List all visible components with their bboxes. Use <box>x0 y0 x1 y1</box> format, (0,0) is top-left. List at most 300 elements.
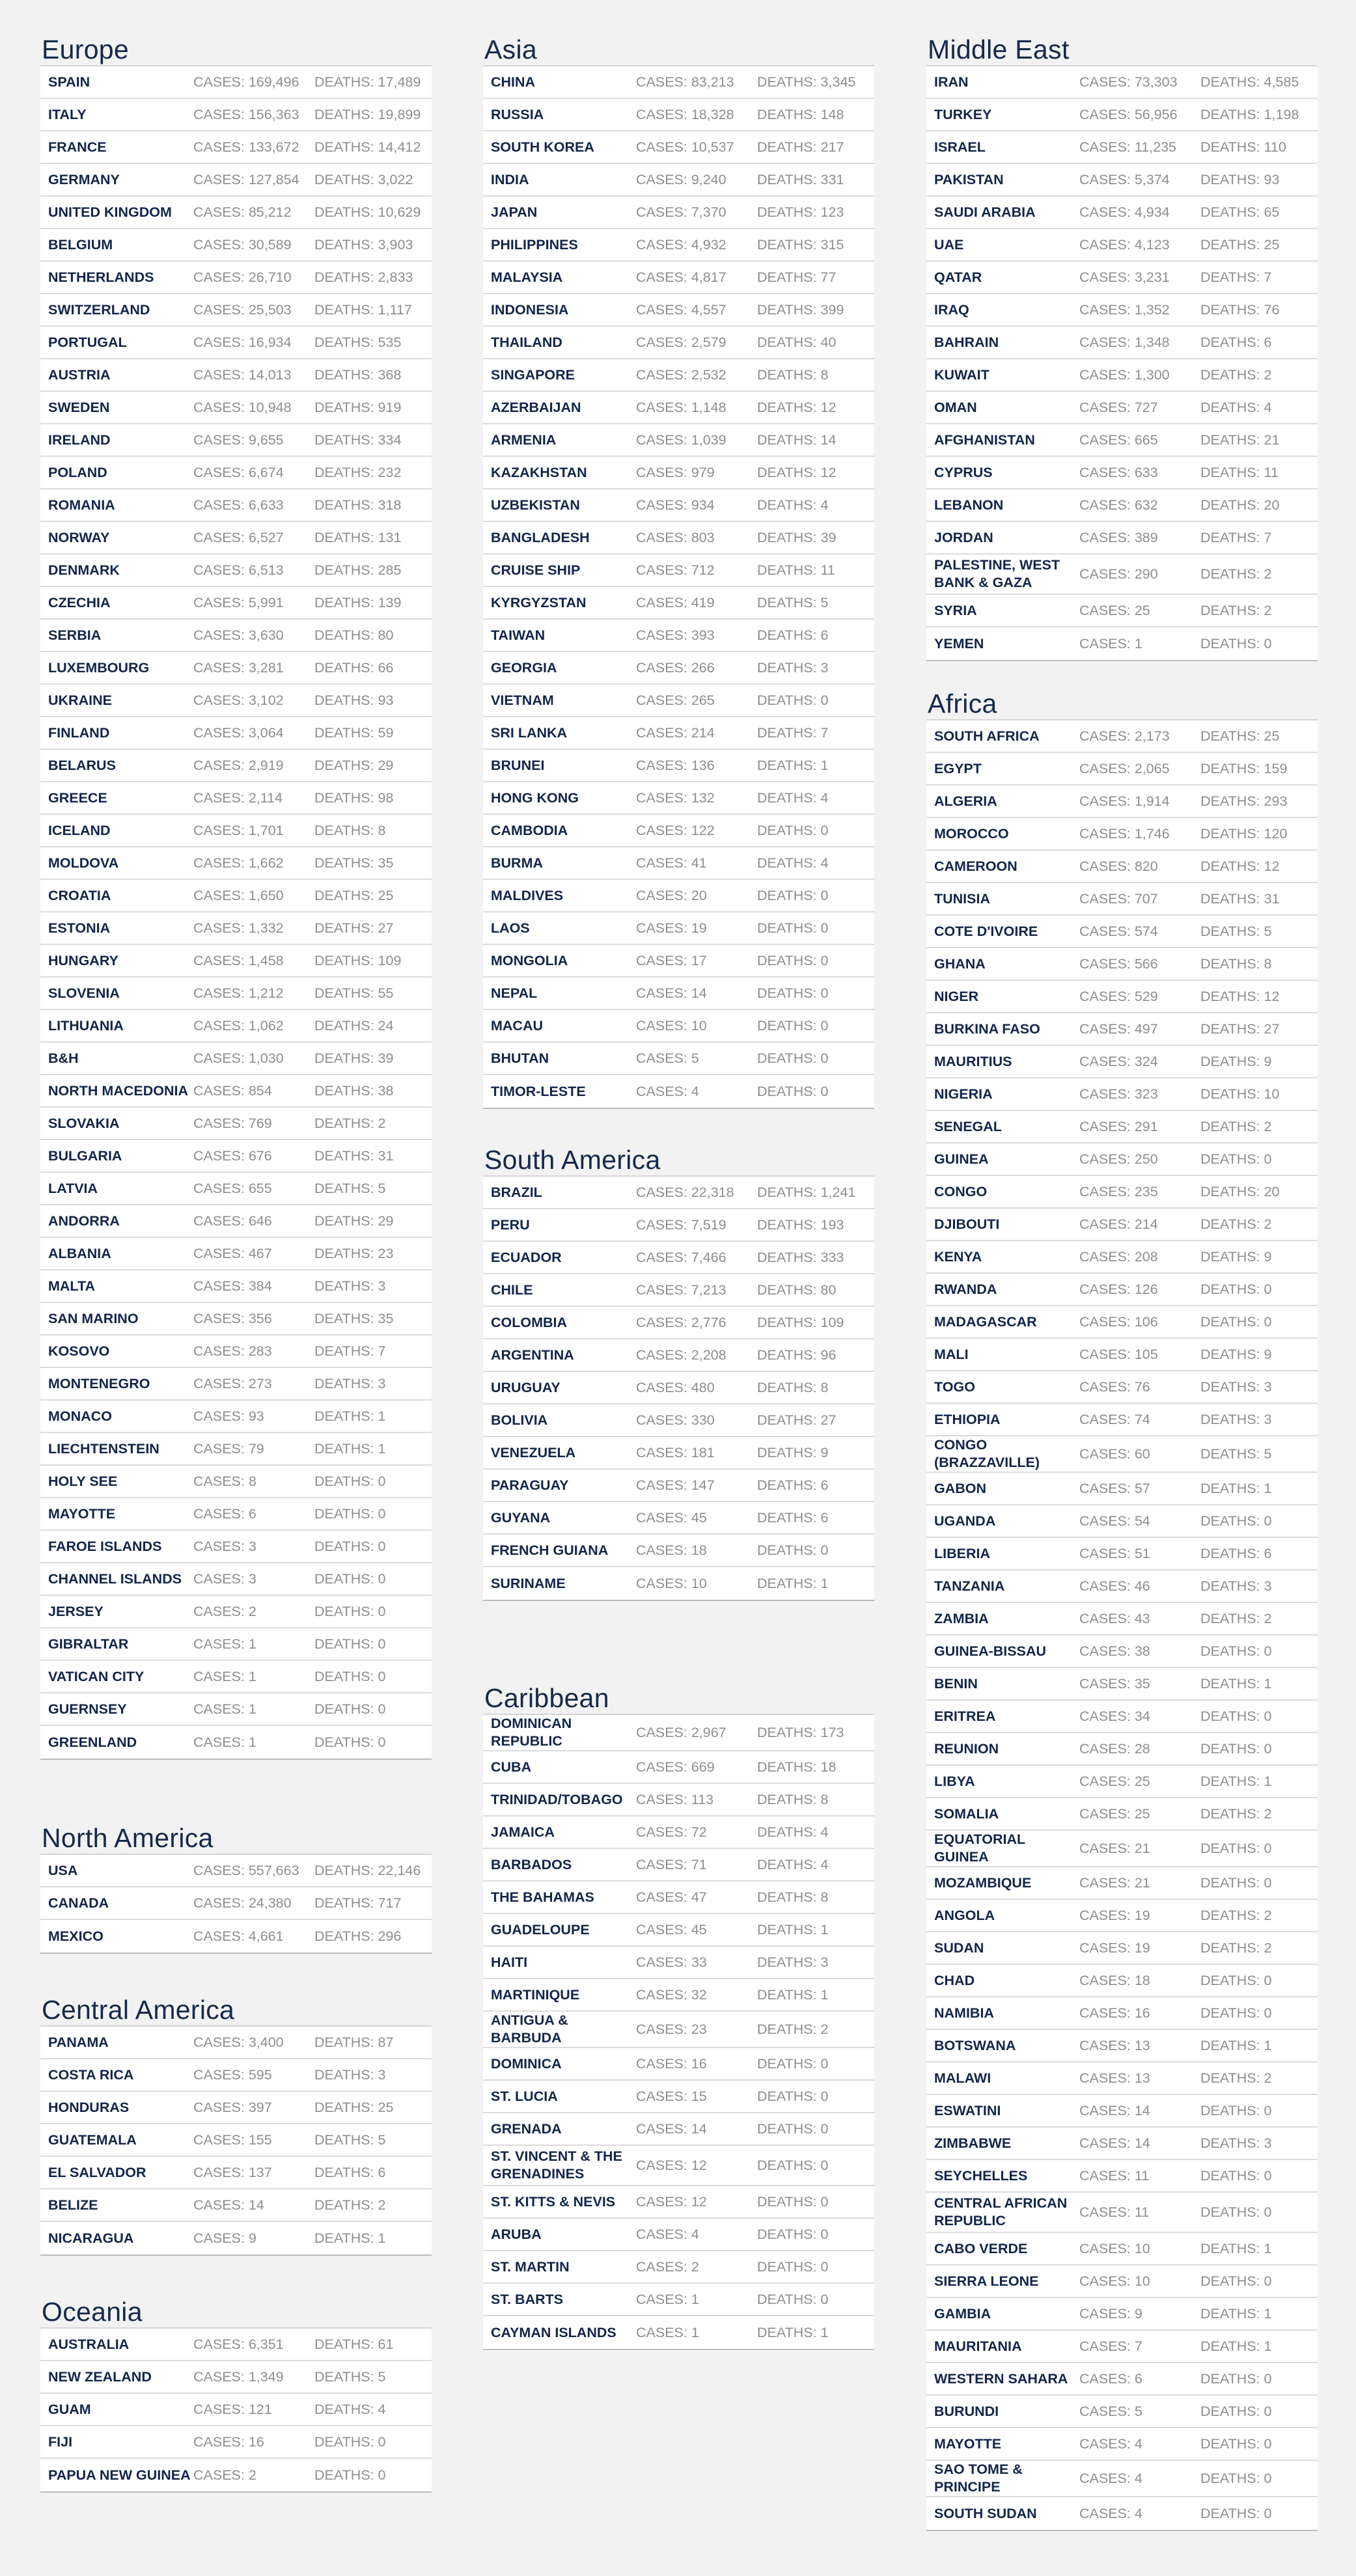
country-row <box>926 1733 1318 1766</box>
country-name: SRI LANKA <box>491 724 568 741</box>
cases-value: CASES: 85,212 <box>193 204 292 220</box>
country-row <box>926 1371 1318 1404</box>
country-row <box>40 2189 432 2222</box>
cases-value: CASES: 3,231 <box>1079 269 1170 285</box>
deaths-value: DEATHS: 80 <box>314 627 394 643</box>
country-row <box>40 945 432 978</box>
country-row <box>926 294 1318 327</box>
country-name: AUSTRIA <box>48 366 111 383</box>
country-row <box>926 1111 1318 1144</box>
cases-value: CASES: 854 <box>193 1082 272 1099</box>
deaths-value: DEATHS: 0 <box>757 2157 829 2173</box>
cases-value: CASES: 11 <box>1079 2167 1150 2184</box>
deaths-value: DEATHS: 9 <box>1200 1053 1272 1069</box>
country-name: SURINAME <box>491 1575 566 1591</box>
country-row <box>40 912 432 945</box>
deaths-value: DEATHS: 2 <box>1200 1939 1272 1956</box>
deaths-value: DEATHS: 0 <box>757 920 829 936</box>
deaths-value: DEATHS: 29 <box>314 757 394 773</box>
cases-value: CASES: 25,503 <box>193 301 292 318</box>
cases-value: CASES: 10 <box>1079 2240 1150 2256</box>
country-name: DJIBOUTI <box>934 1216 1000 1232</box>
region-table <box>40 2027 432 2256</box>
cases-value: CASES: 74 <box>1079 1411 1150 1427</box>
country-name: BULGARIA <box>48 1147 122 1164</box>
country-row <box>926 522 1318 555</box>
country-name: JAMAICA <box>491 1824 555 1840</box>
deaths-value: DEATHS: 3 <box>757 1954 829 1970</box>
cases-value: CASES: 356 <box>193 1310 272 1326</box>
country-row <box>926 786 1318 818</box>
country-row <box>483 555 874 587</box>
deaths-value: DEATHS: 0 <box>757 1083 829 1099</box>
cases-value: CASES: 1 <box>193 1701 256 1717</box>
deaths-value: DEATHS: 7 <box>1200 529 1272 545</box>
deaths-value: DEATHS: 24 <box>314 1017 394 1034</box>
country-name: SIERRA LEONE <box>934 2273 1039 2289</box>
country-name: ISRAEL <box>934 139 986 155</box>
country-name: ECUADOR <box>491 1249 562 1265</box>
deaths-value: DEATHS: 2 <box>1200 566 1272 582</box>
cases-value: CASES: 330 <box>636 1412 715 1428</box>
country-name: MAURITIUS <box>934 1053 1012 1069</box>
country-row <box>483 66 874 99</box>
country-row <box>926 720 1318 753</box>
country-row <box>40 2157 432 2189</box>
country-row <box>40 1336 432 1368</box>
cases-value: CASES: 1 <box>193 1734 256 1750</box>
cases-value: CASES: 2,776 <box>636 1314 726 1330</box>
cases-value: CASES: 291 <box>1079 1118 1158 1134</box>
cases-value: CASES: 1,701 <box>193 822 284 838</box>
country-name: GUATEMALA <box>48 2131 137 2148</box>
country-name: MALAWI <box>934 2070 991 2086</box>
deaths-value: DEATHS: 2 <box>757 2021 829 2037</box>
column-left <box>40 30 432 2493</box>
country-name: MALI <box>934 1346 969 1362</box>
country-name: LIBERIA <box>934 1545 990 1561</box>
deaths-value: DEATHS: 4 <box>314 2401 386 2417</box>
cases-value: CASES: 4 <box>1079 2470 1142 2486</box>
country-row <box>926 1766 1318 1798</box>
country-row <box>40 1108 432 1140</box>
deaths-value: DEATHS: 0 <box>1200 2505 1272 2521</box>
country-name: JAPAN <box>491 204 538 220</box>
country-row <box>40 1693 432 1726</box>
deaths-value: DEATHS: 8 <box>314 822 386 838</box>
country-row <box>926 981 1318 1013</box>
cases-value: CASES: 4 <box>636 2226 699 2242</box>
country-name: ARUBA <box>491 2226 542 2242</box>
deaths-value: DEATHS: 0 <box>1200 2102 1272 2118</box>
cases-value: CASES: 5 <box>636 1050 699 1066</box>
country-name: VENEZUELA <box>491 1444 576 1460</box>
country-row <box>483 750 874 782</box>
country-row <box>483 1437 874 1470</box>
country-name: GUINEA <box>934 1151 989 1167</box>
deaths-value: DEATHS: 0 <box>314 1505 386 1522</box>
cases-value: CASES: 60 <box>1079 1446 1150 1462</box>
country-name: MARTINIQUE <box>491 1986 580 2003</box>
cases-value: CASES: 16 <box>636 2055 707 2072</box>
cases-value: CASES: 4,817 <box>636 269 726 285</box>
country-row <box>926 131 1318 164</box>
cases-value: CASES: 250 <box>1079 1151 1158 1167</box>
deaths-value: DEATHS: 5 <box>1200 923 1272 939</box>
region-table <box>926 66 1318 661</box>
country-name: GREECE <box>48 789 107 806</box>
cases-value: CASES: 979 <box>636 464 715 480</box>
cases-value: CASES: 6,513 <box>193 562 284 578</box>
country-name: YEMEN <box>934 635 984 651</box>
cases-value: CASES: 7,370 <box>636 204 726 220</box>
country-name: BARBADOS <box>491 1856 572 1872</box>
cases-value: CASES: 156,363 <box>193 106 299 122</box>
country-row <box>926 1274 1318 1306</box>
country-name: UZBEKISTAN <box>491 497 580 513</box>
country-name: ALGERIA <box>934 793 997 809</box>
deaths-value: DEATHS: 159 <box>1200 760 1288 776</box>
cases-value: CASES: 26,710 <box>193 269 292 285</box>
country-name: ESWATINI <box>934 2102 1001 2118</box>
deaths-value: DEATHS: 0 <box>757 2193 829 2210</box>
country-row <box>483 2251 874 2284</box>
country-row <box>483 1339 874 1372</box>
deaths-value: DEATHS: 333 <box>757 1249 844 1265</box>
cases-value: CASES: 7,466 <box>636 1249 726 1265</box>
country-row <box>926 392 1318 424</box>
country-row <box>483 294 874 327</box>
country-row <box>926 818 1318 851</box>
country-name: GIBRALTAR <box>48 1636 129 1652</box>
country-name: NORWAY <box>48 529 110 545</box>
cases-value: CASES: 419 <box>636 594 715 610</box>
region-title: Caribbean <box>483 1679 874 1715</box>
country-row <box>483 1751 874 1784</box>
cases-value: CASES: 17 <box>636 952 707 968</box>
cases-value: CASES: 19 <box>1079 1939 1150 1956</box>
country-name: BURUNDI <box>934 2403 999 2419</box>
country-row <box>483 1914 874 1947</box>
cases-value: CASES: 7,213 <box>636 1281 726 1298</box>
country-name: VIETNAM <box>491 692 554 708</box>
country-name: COLOMBIA <box>491 1314 568 1330</box>
country-row <box>40 1887 432 1920</box>
deaths-value: DEATHS: 6 <box>1200 1545 1272 1561</box>
country-name: ERITREA <box>934 1708 996 1724</box>
country-name: CHILE <box>491 1281 533 1298</box>
deaths-value: DEATHS: 334 <box>314 432 402 448</box>
country-row <box>483 652 874 685</box>
cases-value: CASES: 4 <box>1079 2435 1142 2452</box>
cases-value: CASES: 19 <box>636 920 707 936</box>
cases-value: CASES: 4,932 <box>636 236 726 253</box>
country-name: EQUATORIAL GUINEA <box>934 1831 1025 1865</box>
country-name: UAE <box>934 236 964 253</box>
cases-value: CASES: 1,746 <box>1079 825 1170 842</box>
cases-value: CASES: 16 <box>193 2433 264 2450</box>
country-name: CHINA <box>491 74 536 90</box>
country-row <box>40 652 432 685</box>
cases-value: CASES: 283 <box>193 1343 272 1359</box>
cases-value: CASES: 8 <box>193 1473 256 1489</box>
deaths-value: DEATHS: 0 <box>1200 2005 1272 2021</box>
country-row <box>483 2113 874 2146</box>
country-name: ANTIGUA & BARBUDA <box>491 2012 568 2046</box>
deaths-value: DEATHS: 296 <box>314 1928 402 1944</box>
country-row <box>483 2284 874 2316</box>
deaths-value: DEATHS: 12 <box>757 464 837 480</box>
deaths-value: DEATHS: 2 <box>1200 1118 1272 1134</box>
cases-value: CASES: 11,235 <box>1079 139 1176 155</box>
deaths-value: DEATHS: 2 <box>1200 1610 1272 1626</box>
country-name: CAMBODIA <box>491 822 568 838</box>
cases-value: CASES: 4,557 <box>636 301 726 318</box>
deaths-value: DEATHS: 0 <box>1200 2273 1272 2289</box>
deaths-value: DEATHS: 87 <box>314 2034 394 2050</box>
cases-value: CASES: 467 <box>193 1245 272 1261</box>
deaths-value: DEATHS: 1 <box>1200 2240 1272 2256</box>
country-row <box>40 1173 432 1205</box>
cases-value: CASES: 71 <box>636 1856 707 1872</box>
cases-value: CASES: 43 <box>1079 1610 1150 1626</box>
country-name: WESTERN SAHARA <box>934 2370 1068 2387</box>
country-name: USA <box>48 1862 78 1878</box>
country-name: MALTA <box>48 1278 96 1294</box>
deaths-value: DEATHS: 8 <box>757 1791 829 1807</box>
deaths-value: DEATHS: 1 <box>314 1408 386 1424</box>
country-name: ST. VINCENT & THE GRENADINES <box>491 2148 622 2182</box>
cases-value: CASES: 707 <box>1079 890 1158 907</box>
deaths-value: DEATHS: 35 <box>314 1310 394 1326</box>
deaths-value: DEATHS: 0 <box>757 822 829 838</box>
country-name: GUERNSEY <box>48 1701 127 1717</box>
country-name: MONGOLIA <box>491 952 568 968</box>
country-row <box>926 1404 1318 1436</box>
country-row <box>40 327 432 359</box>
region-title: Asia <box>483 30 874 66</box>
country-name: SPAIN <box>48 74 90 90</box>
country-name: MOZAMBIQUE <box>934 1874 1032 1891</box>
country-name: BRUNEI <box>491 757 545 773</box>
country-row <box>483 1784 874 1816</box>
cases-value: CASES: 2,114 <box>193 789 283 806</box>
cases-value: CASES: 9 <box>1079 2305 1142 2322</box>
country-name: BANGLADESH <box>491 529 590 545</box>
country-row <box>926 916 1318 948</box>
country-row <box>926 2160 1318 2193</box>
country-name: CANADA <box>48 1895 109 1911</box>
cases-value: CASES: 46 <box>1079 1578 1150 1594</box>
region-title: Europe <box>40 30 432 66</box>
cases-value: CASES: 1,352 <box>1079 301 1170 318</box>
cases-value: CASES: 147 <box>636 1477 715 1493</box>
cases-value: CASES: 595 <box>193 2066 272 2083</box>
country-row <box>40 2459 432 2491</box>
country-name: MAYOTTE <box>48 1505 116 1522</box>
cases-value: CASES: 137 <box>193 2164 272 2180</box>
country-name: NIGER <box>934 988 979 1004</box>
cases-value: CASES: 497 <box>1079 1021 1158 1037</box>
country-row <box>40 1920 432 1953</box>
country-name: FRENCH GUIANA <box>491 1542 609 1558</box>
deaths-value: DEATHS: 9 <box>757 1444 829 1460</box>
country-row <box>926 1144 1318 1176</box>
cases-value: CASES: 669 <box>636 1759 715 1775</box>
country-row <box>40 1205 432 1238</box>
deaths-value: DEATHS: 331 <box>757 171 844 187</box>
country-name: UKRAINE <box>48 692 112 708</box>
cases-value: CASES: 290 <box>1079 566 1158 582</box>
deaths-value: DEATHS: 717 <box>314 1895 402 1911</box>
country-row <box>483 1372 874 1404</box>
cases-value: CASES: 3,281 <box>193 659 284 676</box>
country-name: MACAU <box>491 1017 544 1034</box>
country-name: KENYA <box>934 1248 982 1265</box>
country-row <box>40 2027 432 2059</box>
cases-value: CASES: 79 <box>193 1440 264 1457</box>
country-row <box>40 847 432 880</box>
country-name: PAPUA NEW GUINEA <box>48 2467 191 2483</box>
deaths-value: DEATHS: 9 <box>1200 1248 1272 1265</box>
region-caribbean <box>483 1679 874 2350</box>
country-row <box>40 1368 432 1401</box>
country-name: NEW ZEALAND <box>48 2368 152 2385</box>
country-name: CONGO <box>934 1183 988 1199</box>
country-name: SYRIA <box>934 602 977 618</box>
country-name: PARAGUAY <box>491 1477 569 1493</box>
column-middle <box>483 30 874 2350</box>
deaths-value: DEATHS: 0 <box>757 2088 829 2104</box>
cases-value: CASES: 106 <box>1079 1313 1158 1330</box>
deaths-value: DEATHS: 139 <box>314 594 402 610</box>
country-row <box>926 1798 1318 1831</box>
cases-value: CASES: 208 <box>1079 1248 1158 1265</box>
deaths-value: DEATHS: 27 <box>314 920 394 936</box>
country-name: ARGENTINA <box>491 1347 574 1363</box>
cases-value: CASES: 557,663 <box>193 1862 299 1878</box>
deaths-value: DEATHS: 40 <box>757 334 837 350</box>
country-name: KUWAIT <box>934 366 989 383</box>
country-row <box>483 2316 874 2349</box>
country-name: COSTA RICA <box>48 2066 134 2083</box>
country-name: VATICAN CITY <box>48 1668 145 1684</box>
country-name: DENMARK <box>48 562 120 578</box>
deaths-value: DEATHS: 148 <box>757 106 844 122</box>
deaths-value: DEATHS: 1 <box>1200 2338 1272 2354</box>
country-name: BOLIVIA <box>491 1412 548 1428</box>
country-name: FIJI <box>48 2433 73 2450</box>
country-name: PHILIPPINES <box>491 236 578 253</box>
country-row <box>483 229 874 262</box>
deaths-value: DEATHS: 0 <box>757 2291 829 2307</box>
country-row <box>483 945 874 978</box>
country-row <box>40 1010 432 1043</box>
cases-value: CASES: 45 <box>636 1921 707 1938</box>
deaths-value: DEATHS: 0 <box>1200 2204 1272 2220</box>
country-name: MONACO <box>48 1408 112 1424</box>
deaths-value: DEATHS: 919 <box>314 399 402 415</box>
country-row <box>483 1209 874 1242</box>
cases-value: CASES: 73,303 <box>1079 74 1178 90</box>
country-row <box>926 359 1318 392</box>
cases-value: CASES: 16,934 <box>193 334 292 350</box>
region-title: North America <box>40 1818 432 1855</box>
country-name: NICARAGUA <box>48 2230 134 2246</box>
country-name: SWITZERLAND <box>48 301 150 318</box>
deaths-value: DEATHS: 5 <box>314 2131 386 2148</box>
cases-value: CASES: 13 <box>1079 2070 1150 2086</box>
country-name: ITALY <box>48 106 87 122</box>
deaths-value: DEATHS: 17,489 <box>314 74 421 90</box>
cases-value: CASES: 14 <box>636 985 707 1001</box>
country-row <box>40 815 432 847</box>
country-row <box>483 1947 874 1979</box>
cases-value: CASES: 127,854 <box>193 171 299 187</box>
cases-value: CASES: 21 <box>1079 1840 1150 1856</box>
cases-value: CASES: 1,062 <box>193 1017 284 1034</box>
deaths-value: DEATHS: 0 <box>757 2258 829 2275</box>
country-name: HAITI <box>491 1954 528 1970</box>
cases-value: CASES: 10 <box>1079 2273 1150 2289</box>
country-name: MOLDOVA <box>48 855 119 871</box>
country-name: NORTH MACEDONIA <box>48 1082 188 1099</box>
country-row <box>483 164 874 197</box>
deaths-value: DEATHS: 9 <box>1200 1346 1272 1362</box>
cases-value: CASES: 1,650 <box>193 887 284 903</box>
country-row <box>483 99 874 131</box>
cases-value: CASES: 323 <box>1079 1086 1158 1102</box>
country-row <box>483 1567 874 1600</box>
deaths-value: DEATHS: 0 <box>1200 1840 1272 1856</box>
cases-value: CASES: 3 <box>193 1538 256 1554</box>
deaths-value: DEATHS: 0 <box>314 1636 386 1652</box>
deaths-value: DEATHS: 2 <box>314 1115 386 1131</box>
deaths-value: DEATHS: 193 <box>757 1216 844 1233</box>
deaths-value: DEATHS: 0 <box>314 1473 386 1489</box>
country-name: LUXEMBOURG <box>48 659 150 676</box>
country-row <box>926 627 1318 660</box>
country-name: KYRGYZSTAN <box>491 594 587 610</box>
cases-value: CASES: 1,662 <box>193 855 284 871</box>
country-name: GUAM <box>48 2401 91 2417</box>
cases-value: CASES: 665 <box>1079 432 1158 448</box>
deaths-value: DEATHS: 3 <box>314 2066 386 2083</box>
country-name: GREENLAND <box>48 1734 137 1750</box>
country-row <box>926 1473 1318 1505</box>
deaths-value: DEATHS: 10 <box>1200 1086 1280 1102</box>
country-name: GHANA <box>934 955 986 972</box>
country-name: TOGO <box>934 1378 975 1395</box>
deaths-value: DEATHS: 2 <box>314 2197 386 2213</box>
region-table <box>483 1177 874 1601</box>
deaths-value: DEATHS: 0 <box>1200 1972 1272 1988</box>
cases-value: CASES: 76 <box>1079 1378 1150 1395</box>
cases-value: CASES: 676 <box>193 1147 272 1164</box>
country-row <box>40 2124 432 2157</box>
country-row <box>483 1043 874 1075</box>
cases-value: CASES: 6 <box>193 1505 256 1522</box>
deaths-value: DEATHS: 110 <box>1200 139 1286 155</box>
country-name: CUBA <box>491 1759 532 1775</box>
country-name: HUNGARY <box>48 952 118 968</box>
deaths-value: DEATHS: 2,833 <box>314 269 413 285</box>
cases-value: CASES: 3,102 <box>193 692 284 708</box>
country-row <box>926 2497 1318 2530</box>
cases-value: CASES: 93 <box>193 1408 264 1424</box>
country-name: AFGHANISTAN <box>934 432 1035 448</box>
deaths-value: DEATHS: 3,022 <box>314 171 413 187</box>
